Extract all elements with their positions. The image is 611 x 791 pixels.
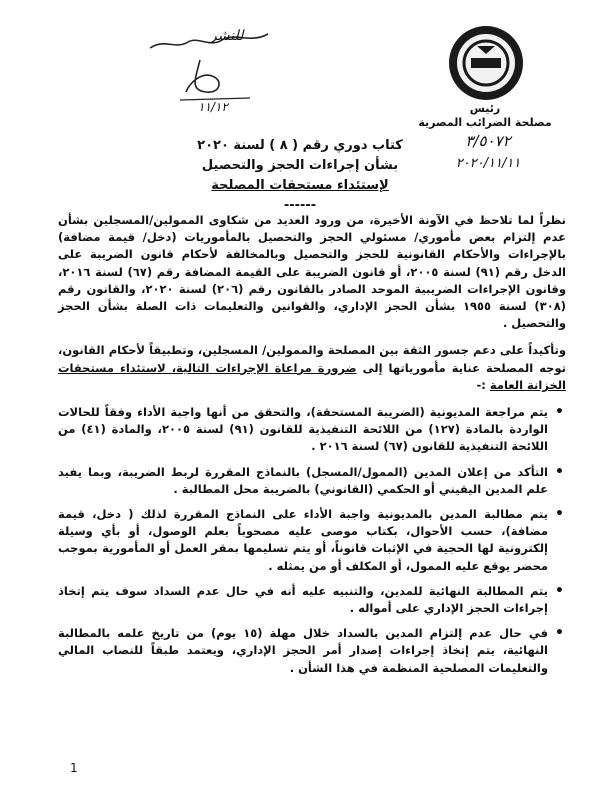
page-number: 1	[70, 761, 78, 775]
title-line-3: لإستئداء مستحقات المصلحة	[211, 178, 389, 193]
reference-number: ٣/٥٠٧٢	[465, 132, 511, 150]
paragraph-2-end: :-	[476, 377, 490, 392]
issuer-org: مصلحة الضرائب المصرية	[418, 116, 552, 129]
title-line-2: بشأن إجراءات الحجز والتحصيل	[201, 158, 399, 173]
list-item: • يتم مطالبة المدين بالمديونية واجبة الأداء على النماذج المقررة لذلك ( دخل، قيمة مضافة)، حسب الأحوال، بكتاب موصى عليه مصحوباً بعلم الوصول، أو بأي وسيلة إلكترونية لها الحجية في الإثبات قانوناً، أو يتم تسليمها بمقر العمل أو المأمورية بموجب محضر يوقع عليه الممول، أو المكلف أو من يمثله .	[58, 506, 548, 575]
reference-date: ٢٠٢٠/١١/١١	[455, 156, 521, 171]
issuer-title: رئيس	[469, 102, 501, 115]
official-seal	[447, 24, 525, 102]
paragraph-2	[58, 342, 566, 394]
list-item: • يتم المطالبة النهائية للمدين، والتنبيه عليه أنه في حال عدم السداد سوف يتم إتخاذ إجراءات الحجز الإداري على أمواله .	[58, 583, 548, 617]
list-item: • التأكد من إعلان المدين (الممول/المسجل) بالنماذج المقررة لربط الضريبة، وبما يفيد علم المدين اليقيني أو الحكمي (القانوني) بالضريبة محل المطالبة .	[58, 464, 548, 498]
title-separator: ------	[283, 198, 317, 213]
issuer-block	[400, 102, 570, 130]
document-body	[58, 212, 566, 685]
list-item: • في حال عدم إلتزام المدين بالسداد خلال مهلة (١٥ يوم) من تاريخ علمه بالمطالبة النهائية، يتم إتخاذ إجراءات إصدار أمر الحجز الإداري، ويعتمد طبقاً للنصاب المالي والتعليمات المصلحية المنظمة في هذا الشأن .	[58, 625, 548, 677]
paragraph-1: نظراً لما تلاحظ في الآونة الأخيرة، من ورود العديد من شكاوى الممولين/المسجلين بشأن عدم إلتزام بعض مأموري/ مسئولي الحجز والتحصيل بالمأموريات (دخل/ قيمة مضافة) بالإجراءات والأحكام القانونية للحجز والتحصيل وبالمخالفة لأحكام قانون الضريبة على الدخل رقم (٩١) لسنة ٢٠٠٥، أو قانون الضريبة على القيمة المضافة رقم (٦٧) لسنة ٢٠١٦، وقانون الإجراءات الضريبية الموحد الصادر بالقانون رقم (٢٠٦) لسنة ٢٠٢٠، والقانون رقم (٣٠٨) لسنة ١٩٥٥ بشأن الحجز الإداري، والقوانين والتعليمات ذات الصلة بشأن الحجز والتحصيل .	[58, 213, 566, 331]
document-title	[100, 136, 500, 216]
title-line-1: كتاب دوري رقم ( ٨ ) لسنة ٢٠٢٠	[197, 138, 403, 153]
handwritten-note: للنشر	[210, 28, 244, 44]
paragraph-2-emphasis: ضرورة مراعاة الإجراءات التالية، لاستئداء مستحقات الخزانة العامة	[58, 360, 566, 392]
procedure-list	[58, 404, 566, 677]
list-item: • يتم مراجعة المديونية (الضريبة المستحقة)، والتحقق من أنها واجبة الأداء وفقاً للحالات الواردة بالمادة (١٢٧) من اللائحة التنفيذية للقانون (٩١) لسنة ٢٠٠٥، والمادة (٤١) من اللائحة التنفيذية للقانون (٦٧) لسنة ٢٠١٦ .	[58, 404, 548, 456]
handwritten-date: ١١/١٢	[198, 100, 228, 114]
paragraph-2-start: وتأكيداً على دعم جسور الثقة بين المصلحة والممولين/ المسجلين، وتطبيقاً لأحكام القانون، توجه المصلحة عناية مأمورياتها إلى	[58, 343, 566, 375]
handwritten-annotation	[140, 20, 280, 120]
